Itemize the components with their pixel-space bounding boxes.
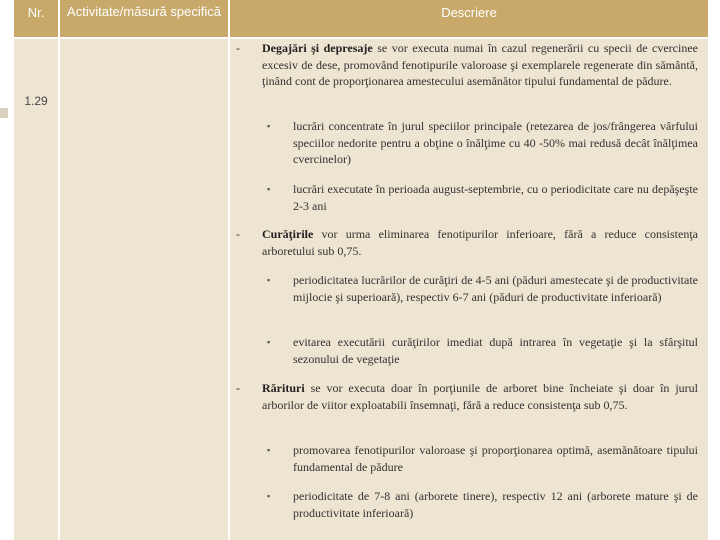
section-term: Rărituri bbox=[262, 381, 305, 395]
bullet-icon: ▪ bbox=[267, 337, 271, 347]
header-nr bbox=[14, 0, 58, 37]
bullet-icon: ▪ bbox=[267, 121, 271, 131]
section-text: se vor executa doar în porţiunile de arboret bine încheiate şi doar în jurul arborilor de viitor exploatabili însemnaţi, fără a reduce consistenţa sub 0,75. bbox=[262, 381, 698, 412]
section-paragraph bbox=[262, 226, 698, 259]
slide-edge-marker bbox=[0, 108, 8, 118]
header-description bbox=[230, 0, 708, 37]
bullet-icon: ▪ bbox=[267, 184, 271, 194]
header-activity-label: Activitate/măsură specifică bbox=[67, 4, 221, 19]
bullet-item: lucrări executate în perioada august-septembrie, cu o periodicitate care nu depăşeşte 2-3 ani bbox=[293, 182, 698, 213]
header-nr-label: Nr. bbox=[27, 5, 45, 20]
bullet-item: periodicitate de 7-8 ani (arborete tinere), respectiv 12 ani (arborete mature şi de productivitate inferioară) bbox=[293, 489, 698, 520]
section-term: Curăţirile bbox=[262, 227, 314, 241]
bullet-item: evitarea executării curăţirilor imediat după intrarea în vegetaţie şi la sfârşitul sezonului de vegetaţie bbox=[293, 335, 698, 366]
bullet-item: promovarea fenotipurilor valoroase şi proporţionarea optimă, asemănătoare tipului fundamental de pădure bbox=[293, 443, 698, 474]
section-text: se vor executa numai în cazul regenerării cu specii de cvercinee excesiv de dese, promovând fenotipurile valoroase şi exemplarele regenerate din sământă, ţinând cont de proporţionarea amestecului asemănător tipului fundamental de pădure. bbox=[262, 41, 698, 88]
bullet-icon: ▪ bbox=[267, 491, 271, 501]
header-description-label: Descriere bbox=[441, 5, 497, 20]
section-dash: - bbox=[236, 41, 240, 55]
section-text: vor urma eliminarea fenotipurilor inferioare, fără a reduce consistenţa arboretului sub 0,75. bbox=[262, 227, 698, 258]
section-dash: - bbox=[236, 227, 240, 241]
bullet-icon: ▪ bbox=[267, 275, 271, 285]
row-number: 1.29 bbox=[24, 94, 48, 108]
bullet-item: periodicitatea lucrărilor de curăţiri de 4-5 ani (păduri amestecate şi de productivitate mijlocie şi superioară), respectiv 6-7 ani (păduri de productivitate inferioară) bbox=[293, 273, 698, 304]
section-paragraph bbox=[262, 380, 698, 413]
nr-column bbox=[14, 39, 58, 540]
header-activity bbox=[60, 0, 228, 37]
activity-column bbox=[60, 39, 228, 540]
section-term: Degajări şi depresaje bbox=[262, 41, 373, 55]
bullet-icon: ▪ bbox=[267, 445, 271, 455]
section-dash: - bbox=[236, 381, 240, 395]
section-paragraph bbox=[262, 40, 698, 90]
bullet-item: lucrări concentrate în jurul speciilor principale (retezarea de jos/frângerea vârfului speciilor nedorite pentru a obţine o înălţime cu 40 -50% mai redusă decât înălţimea cvercinelor) bbox=[293, 119, 698, 166]
